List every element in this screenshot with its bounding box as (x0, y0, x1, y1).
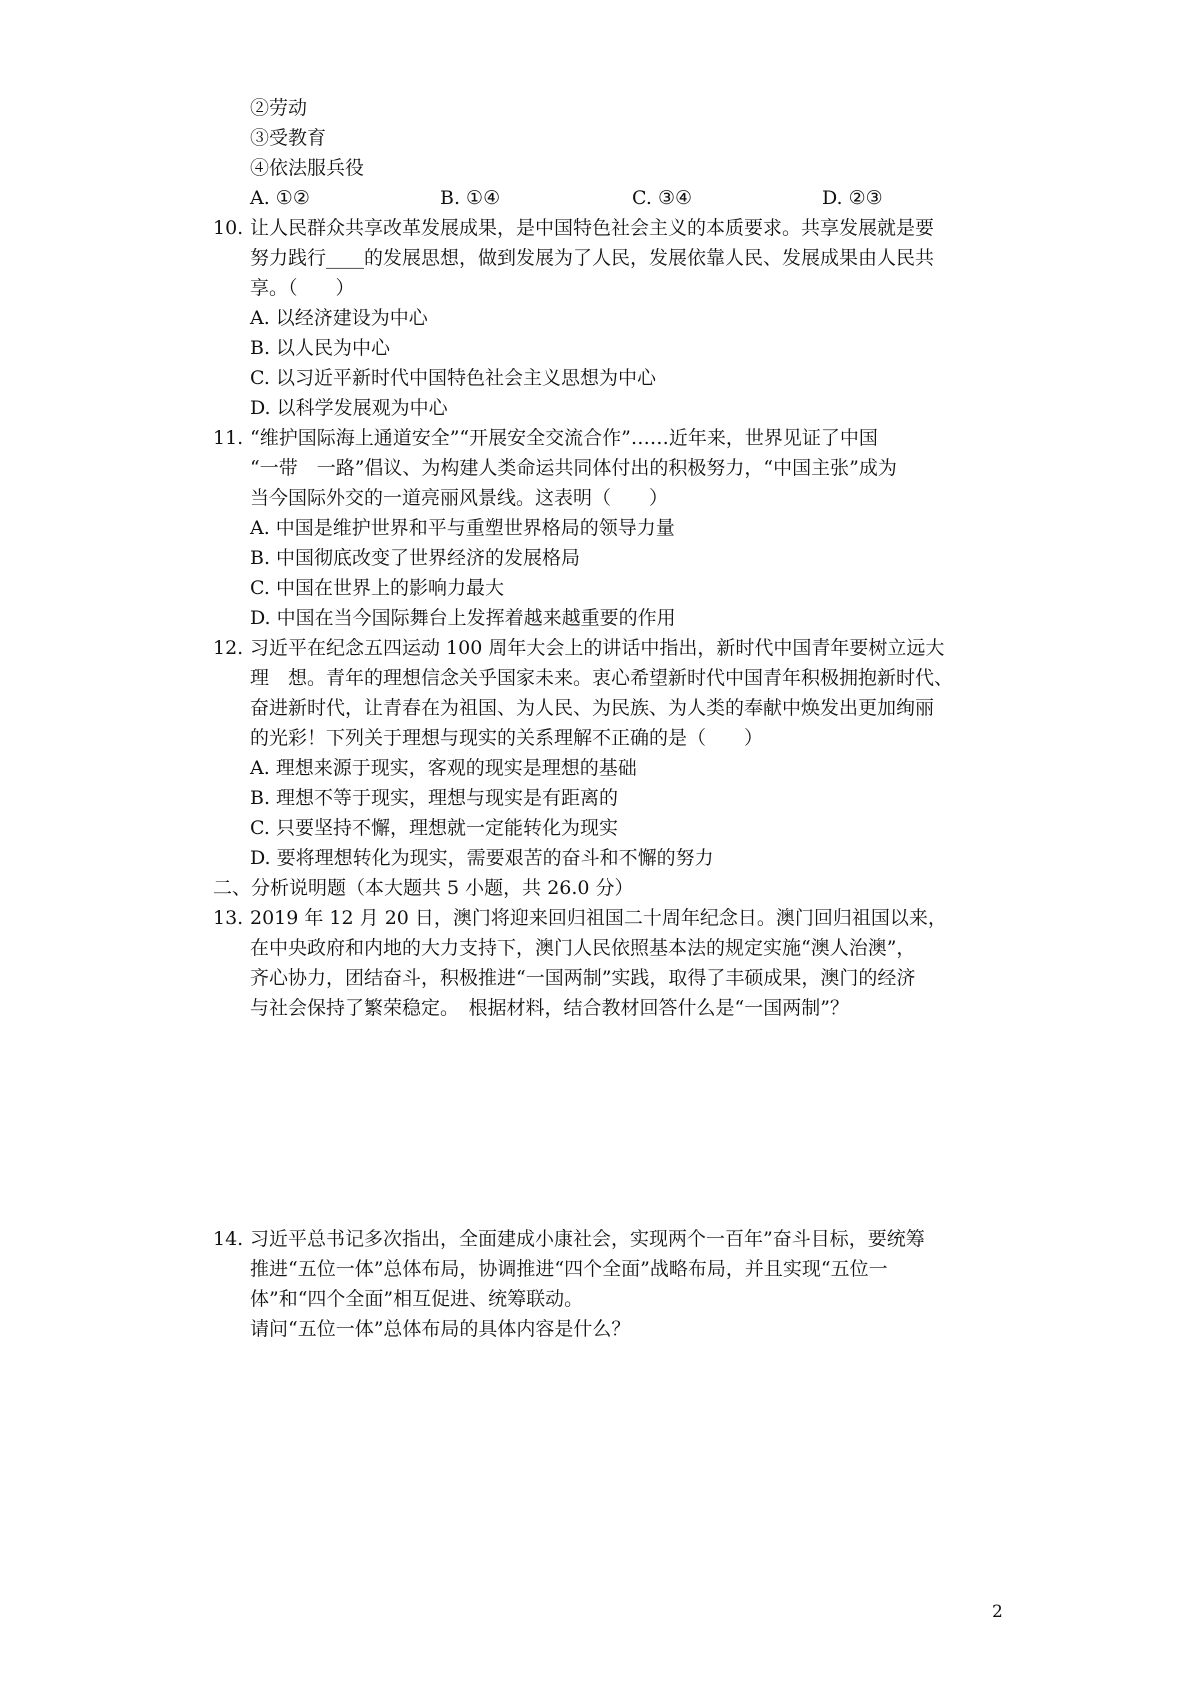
q13-line-3: 齐心协力，团结奋斗，积极推进“一国两制”实践，取得了丰硕成果，澳门的经济 (250, 967, 916, 989)
q10-line-2: 努力践行____的发展思想，做到发展为了人民，发展依靠人民、发展成果由人民共 (250, 247, 935, 269)
page-number: 2 (992, 1602, 1003, 1622)
q9-option-b: B. ①④ (440, 187, 501, 209)
q10-option-b: B. 以人民为中心 (250, 337, 391, 359)
q13-line-4: 与社会保持了繁荣稳定。 根据材料，结合教材回答什么是“一国两制”？ (250, 997, 849, 1019)
section-2-heading: 二、分析说明题（本大题共 5 小题，共 26.0 分） (213, 877, 634, 899)
q14-line-2: 推进“五位一体”总体布局，协调推进“四个全面”战略布局，并且实现“五位一 (250, 1258, 888, 1280)
q12-line-1: 习近平在纪念五四运动 100 周年大会上的讲话中指出，新时代中国青年要树立远大 (250, 637, 945, 659)
q11-option-b: B. 中国彻底改变了世界经济的发展格局 (250, 547, 581, 569)
q12-option-b: B. 理想不等于现实，理想与现实是有距离的 (250, 787, 619, 809)
q11-line-3: 当今国际外交的一道亮丽风景线。这表明（ ） (250, 487, 669, 509)
q10-line-3: 享。（ ） (250, 277, 355, 299)
q12-line-3: 奋进新时代，让青春在为祖国、为人民、为民族、为人类的奉献中焕发出更加绚丽 (250, 697, 935, 719)
q11-option-a: A. 中国是维护世界和平与重塑世界格局的领导力量 (250, 517, 675, 539)
q9-item-3: ③受教育 (250, 127, 327, 149)
q13-number: 13. (213, 907, 244, 929)
q9-option-a: A. ①② (250, 187, 310, 209)
q11-line-1: “维护国际海上通道安全”“开展安全交流合作”……近年来，世界见证了中国 (250, 427, 878, 449)
q10-option-c: C. 以习近平新时代中国特色社会主义思想为中心 (250, 367, 656, 389)
q12-option-d: D. 要将理想转化为现实，需要艰苦的奋斗和不懈的努力 (250, 847, 714, 869)
q12-number: 12. (213, 637, 244, 659)
q9-item-2: ②劳动 (250, 97, 308, 119)
q12-option-a: A. 理想来源于现实，客观的现实是理想的基础 (250, 757, 637, 779)
q10-option-a: A. 以经济建设为中心 (250, 307, 428, 329)
q11-option-d: D. 中国在当今国际舞台上发挥着越来越重要的作用 (250, 607, 676, 629)
q13-line-2: 在中央政府和内地的大力支持下，澳门人民依照基本法的规定实施“澳人治澳”， (250, 937, 916, 959)
q11-number: 11. (213, 427, 244, 449)
q9-item-4: ④依法服兵役 (250, 157, 365, 179)
q13-line-1: 2019 年 12 月 20 日，澳门将迎来回归祖国二十周年纪念日。澳门回归祖国以来， (250, 907, 947, 929)
q9-option-c: C. ③④ (632, 187, 693, 209)
q14-line-3: 体”和“四个全面”相互促进、统筹联动。 (250, 1288, 584, 1310)
q14-number: 14. (213, 1228, 244, 1250)
q10-number: 10. (213, 217, 244, 239)
q11-option-c: C. 中国在世界上的影响力最大 (250, 577, 504, 599)
q12-option-c: C. 只要坚持不懈，理想就一定能转化为现实 (250, 817, 618, 839)
q14-line-4: 请问“五位一体”总体布局的具体内容是什么？ (250, 1318, 631, 1340)
q12-line-4: 的光彩！下列关于理想与现实的关系理解不正确的是（ ） (250, 727, 764, 749)
q14-line-1: 习近平总书记多次指出，全面建成小康社会，实现两个一百年”奋斗目标，要统筹 (250, 1228, 925, 1250)
q10-option-d: D. 以科学发展观为中心 (250, 397, 448, 419)
q11-line-2: “一带 一路”倡议、为构建人类命运共同体付出的积极努力，“中国主张”成为 (250, 457, 897, 479)
q10-line-1: 让人民群众共享改革发展成果，是中国特色社会主义的本质要求。共享发展就是要 (250, 217, 935, 239)
q9-option-d: D. ②③ (822, 187, 883, 209)
q12-line-2: 理 想。青年的理想信念关乎国家未来。衷心希望新时代中国青年积极拥抱新时代、 (250, 667, 954, 689)
